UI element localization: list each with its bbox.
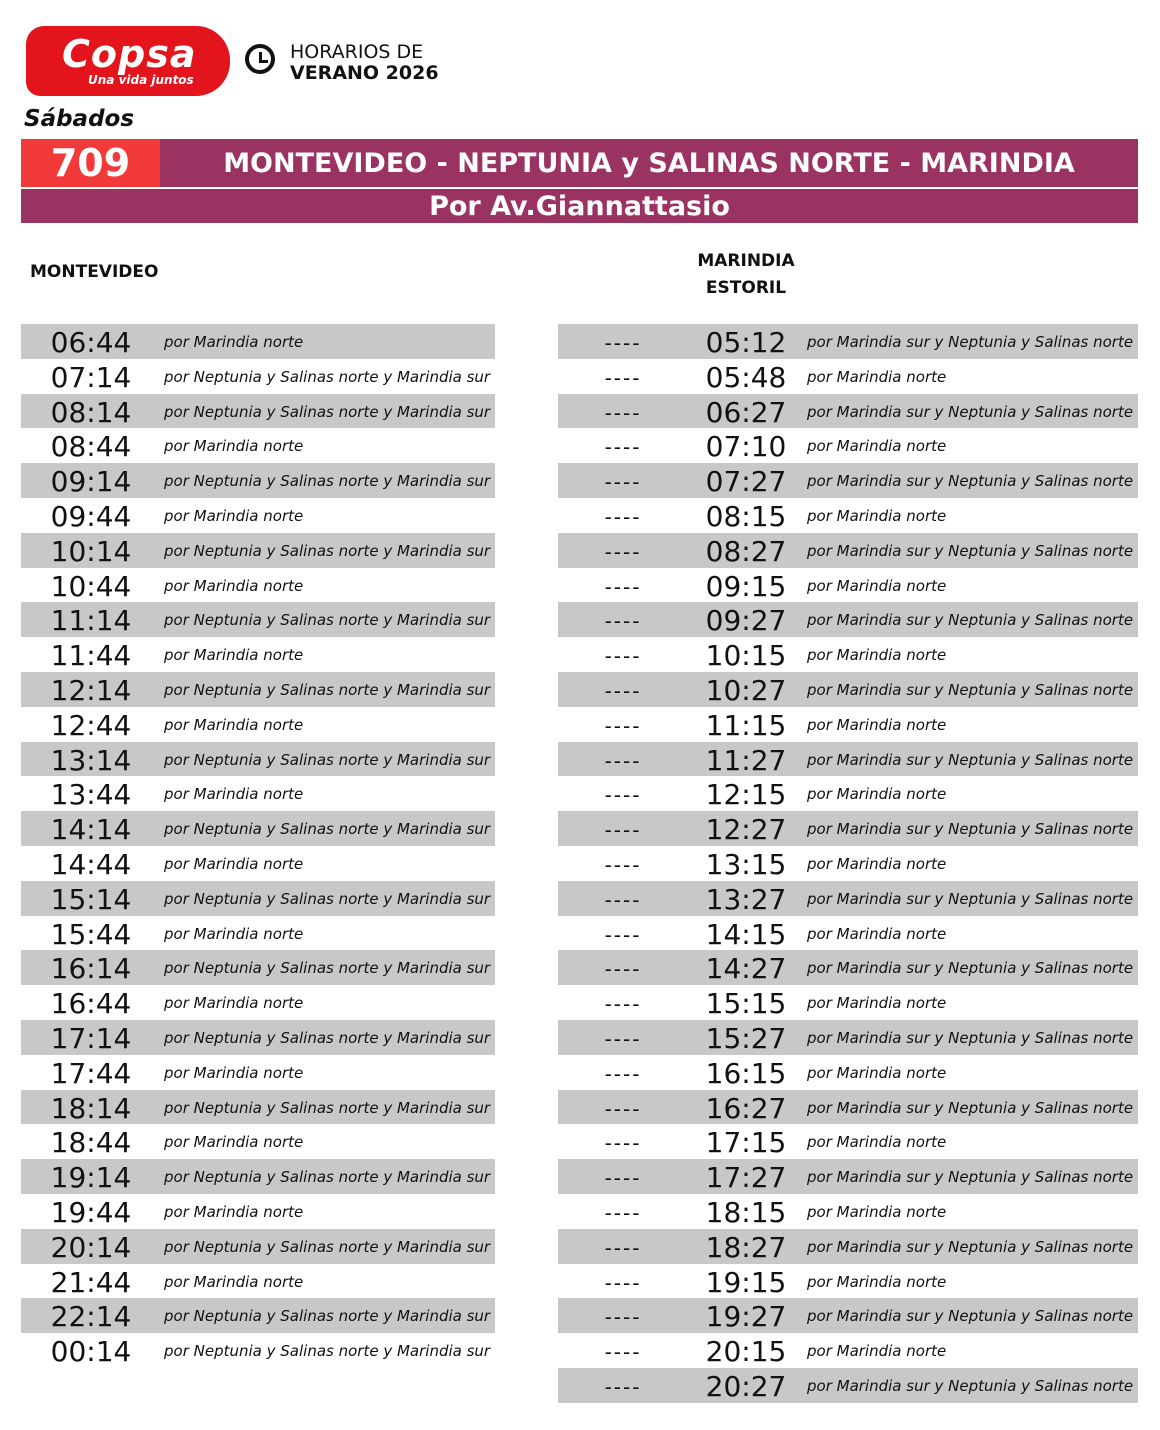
empty-time-placeholder: ----: [604, 1200, 642, 1225]
route-variant: por Marindia norte: [807, 1202, 947, 1221]
departure-time: 16:14: [50, 952, 132, 986]
table-row: [558, 637, 1138, 672]
table-row: [21, 463, 495, 498]
route-banner: [21, 139, 1138, 223]
departure-time: 10:14: [50, 534, 132, 568]
route-variant: por Neptunia y Salinas norte y Marindia sur: [164, 1307, 491, 1326]
route-variant: por Marindia norte: [807, 367, 947, 386]
route-variant: por Marindia norte: [164, 1063, 304, 1082]
route-variant: por Neptunia y Salinas norte y Marindia sur: [164, 367, 491, 386]
table-row: [21, 1020, 495, 1055]
table-row: [558, 463, 1138, 498]
departure-time: 08:14: [50, 395, 132, 429]
empty-time-placeholder: ----: [604, 365, 642, 390]
table-row: [21, 533, 495, 568]
table-row: [21, 602, 495, 637]
table-row: [558, 394, 1138, 429]
table-row: [558, 359, 1138, 394]
table-row: [21, 950, 495, 985]
empty-time-placeholder: ----: [604, 1305, 642, 1330]
route-variant: por Neptunia y Salinas norte y Marindia sur: [164, 472, 491, 491]
table-row: [21, 672, 495, 707]
table-row: [21, 742, 495, 777]
table-row: [558, 324, 1138, 359]
table-row: [21, 707, 495, 742]
route-variant: por Marindia sur y Neptunia y Salinas norte: [807, 820, 1134, 839]
table-row: [21, 637, 495, 672]
table-row: [21, 846, 495, 881]
route-variant: por Marindia norte: [807, 576, 947, 595]
departure-time: 17:14: [50, 1021, 132, 1055]
departure-time: 08:27: [705, 534, 787, 568]
route-variant: por Marindia norte: [164, 715, 304, 734]
route-variant: por Marindia norte: [807, 1272, 947, 1291]
table-row: [558, 1333, 1138, 1368]
table-row: [558, 985, 1138, 1020]
table-row: [21, 394, 495, 429]
departure-time: 18:44: [50, 1126, 132, 1160]
route-variant: por Marindia norte: [807, 1133, 947, 1152]
route-variant: por Marindia sur y Neptunia y Salinas norte: [807, 1168, 1134, 1187]
route-variant: por Marindia norte: [164, 1202, 304, 1221]
departure-time: 11:44: [50, 639, 132, 673]
empty-time-placeholder: ----: [604, 783, 642, 808]
season-subtitle: VERANO 2026: [290, 62, 439, 84]
departure-time: 17:15: [705, 1126, 787, 1160]
departure-time: 11:27: [705, 743, 787, 777]
table-row: [21, 1333, 495, 1368]
departure-time: 20:14: [50, 1230, 132, 1264]
route-variant: por Neptunia y Salinas norte y Marindia sur: [164, 889, 491, 908]
table-row: [21, 498, 495, 533]
departure-time: 13:44: [50, 778, 132, 812]
route-variant: por Marindia norte: [807, 715, 947, 734]
route-variant: por Neptunia y Salinas norte y Marindia sur: [164, 611, 491, 630]
departure-time: 12:14: [50, 673, 132, 707]
departure-time: 09:15: [705, 569, 787, 603]
empty-time-placeholder: ----: [604, 609, 642, 634]
empty-time-placeholder: ----: [604, 852, 642, 877]
empty-time-placeholder: ----: [604, 644, 642, 669]
empty-time-placeholder: ----: [604, 1340, 642, 1365]
table-row: [21, 324, 495, 359]
departure-time: 18:15: [705, 1195, 787, 1229]
departure-time: 08:15: [705, 499, 787, 533]
route-variant: por Neptunia y Salinas norte y Marindia sur: [164, 959, 491, 978]
route-number: 709: [21, 139, 160, 187]
table-row: [558, 1159, 1138, 1194]
departure-time: 15:14: [50, 882, 132, 916]
empty-time-placeholder: ----: [604, 922, 642, 947]
departure-time: 07:14: [50, 360, 132, 394]
departure-time: 10:27: [705, 673, 787, 707]
table-row: [558, 1298, 1138, 1333]
table-row: [21, 568, 495, 603]
departure-time: 19:15: [705, 1265, 787, 1299]
empty-time-placeholder: ----: [604, 1374, 642, 1399]
day-label: Sábados: [24, 106, 135, 132]
route-variant: por Marindia norte: [807, 994, 947, 1013]
route-variant: por Marindia sur y Neptunia y Salinas norte: [807, 333, 1134, 351]
route-variant: por Marindia norte: [807, 1063, 947, 1082]
route-variant: por Neptunia y Salinas norte y Marindia sur: [164, 1342, 491, 1361]
route-variant: por Marindia sur y Neptunia y Salinas norte: [807, 1307, 1134, 1326]
marindia-departures-table: [558, 324, 1138, 1403]
departure-time: 06:27: [705, 395, 787, 429]
route-variant: por Neptunia y Salinas norte y Marindia sur: [164, 820, 491, 839]
empty-time-placeholder: ----: [604, 748, 642, 773]
route-variant: por Marindia norte: [807, 785, 947, 804]
departure-time: 13:14: [50, 743, 132, 777]
route-variant: por Marindia sur y Neptunia y Salinas norte: [807, 750, 1134, 769]
departure-time: 19:44: [50, 1195, 132, 1229]
departure-time: 10:15: [705, 639, 787, 673]
table-row: [558, 742, 1138, 777]
route-via: Por Av.Giannattasio: [429, 190, 730, 222]
departure-time: 08:44: [50, 430, 132, 464]
logo-wordmark: Copsa: [62, 32, 197, 76]
table-row: [21, 1298, 495, 1333]
route-variant: por Marindia norte: [164, 437, 304, 456]
route-variant: por Neptunia y Salinas norte y Marindia sur: [164, 1168, 491, 1187]
departure-time: 07:27: [705, 465, 787, 499]
route-name: MONTEVIDEO - NEPTUNIA y SALINAS NORTE - MARINDIA: [223, 147, 1075, 179]
departure-time: 11:15: [705, 708, 787, 742]
table-row: [558, 568, 1138, 603]
route-variant: por Neptunia y Salinas norte y Marindia sur: [164, 1028, 491, 1047]
departure-time: 15:15: [705, 987, 787, 1021]
empty-time-placeholder: ----: [604, 1166, 642, 1191]
departure-time: 14:14: [50, 813, 132, 847]
table-row: [21, 1264, 495, 1299]
route-variant: por Marindia norte: [807, 437, 947, 456]
route-variant: por Marindia norte: [164, 924, 304, 943]
empty-time-placeholder: ----: [604, 713, 642, 738]
route-variant: por Marindia norte: [164, 1272, 304, 1291]
right-header-line2: ESTORIL: [705, 278, 787, 298]
route-variant: por Marindia norte: [164, 854, 304, 873]
route-variant: por Neptunia y Salinas norte y Marindia sur: [164, 1098, 491, 1117]
table-row: [558, 498, 1138, 533]
route-variant: por Marindia norte: [807, 1342, 947, 1361]
route-variant: por Neptunia y Salinas norte y Marindia sur: [164, 1237, 491, 1256]
table-row: [558, 602, 1138, 637]
table-row: [21, 1229, 495, 1264]
table-row: [21, 916, 495, 951]
table-row: [558, 707, 1138, 742]
table-row: [558, 1124, 1138, 1159]
table-row: [21, 1159, 495, 1194]
table-row: [21, 1194, 495, 1229]
route-variant: por Marindia norte: [164, 785, 304, 804]
departure-time: 19:14: [50, 1161, 132, 1195]
departure-time: 17:44: [50, 1056, 132, 1090]
empty-time-placeholder: ----: [604, 818, 642, 843]
departure-time: 14:44: [50, 847, 132, 881]
departure-time: 21:44: [50, 1265, 132, 1299]
route-variant: por Marindia norte: [164, 994, 304, 1013]
departure-time: 00:14: [50, 1335, 132, 1369]
season-title: HORARIOS DE: [290, 41, 424, 63]
departure-time: 12:44: [50, 708, 132, 742]
route-variant: por Neptunia y Salinas norte y Marindia sur: [164, 402, 491, 421]
right-header-line1: MARINDIA: [697, 251, 795, 271]
departure-time: 13:15: [705, 847, 787, 881]
table-row: [21, 811, 495, 846]
table-row: [558, 1229, 1138, 1264]
route-variant: por Marindia sur y Neptunia y Salinas norte: [807, 959, 1134, 978]
empty-time-placeholder: ----: [604, 539, 642, 564]
table-row: [21, 359, 495, 394]
route-variant: por Marindia sur y Neptunia y Salinas norte: [807, 1376, 1134, 1395]
departure-time: 05:12: [705, 326, 787, 359]
clock-icon: [245, 44, 275, 74]
table-row: [558, 916, 1138, 951]
empty-time-placeholder: ----: [604, 331, 642, 355]
empty-time-placeholder: ----: [604, 574, 642, 599]
copsa-logo: [26, 26, 230, 96]
departure-time: 09:44: [50, 499, 132, 533]
table-row: [558, 1020, 1138, 1055]
table-row: [558, 1264, 1138, 1299]
empty-time-placeholder: ----: [604, 1096, 642, 1121]
route-variant: por Marindia sur y Neptunia y Salinas norte: [807, 889, 1134, 908]
route-variant: por Marindia norte: [164, 576, 304, 595]
empty-time-placeholder: ----: [604, 678, 642, 703]
route-variant: por Marindia sur y Neptunia y Salinas norte: [807, 402, 1134, 421]
departure-time: 13:27: [705, 882, 787, 916]
empty-time-placeholder: ----: [604, 400, 642, 425]
departure-time: 18:27: [705, 1230, 787, 1264]
route-variant: por Marindia sur y Neptunia y Salinas norte: [807, 611, 1134, 630]
departure-time: 18:14: [50, 1091, 132, 1125]
empty-time-placeholder: ----: [604, 470, 642, 495]
montevideo-departures-table: [21, 324, 495, 1368]
departure-time: 20:15: [705, 1335, 787, 1369]
table-row: [558, 672, 1138, 707]
route-variant: por Marindia norte: [807, 646, 947, 665]
empty-time-placeholder: ----: [604, 887, 642, 912]
table-row: [558, 846, 1138, 881]
table-row: [558, 1090, 1138, 1125]
empty-time-placeholder: ----: [604, 1061, 642, 1086]
departure-time: 16:27: [705, 1091, 787, 1125]
departure-time: 12:15: [705, 778, 787, 812]
route-variant: por Marindia sur y Neptunia y Salinas norte: [807, 1028, 1134, 1047]
table-row: [558, 533, 1138, 568]
departure-time: 19:27: [705, 1300, 787, 1334]
departure-time: 09:14: [50, 465, 132, 499]
empty-time-placeholder: ----: [604, 435, 642, 460]
departure-time: 22:14: [50, 1300, 132, 1334]
route-variant: por Marindia sur y Neptunia y Salinas norte: [807, 541, 1134, 560]
route-variant: por Marindia norte: [164, 506, 304, 525]
departure-time: 12:27: [705, 813, 787, 847]
empty-time-placeholder: ----: [604, 957, 642, 982]
table-row: [558, 1194, 1138, 1229]
departure-time: 14:15: [705, 917, 787, 951]
route-variant: por Marindia norte: [164, 333, 304, 351]
table-row: [558, 811, 1138, 846]
table-row: [21, 1055, 495, 1090]
route-variant: por Neptunia y Salinas norte y Marindia sur: [164, 541, 491, 560]
table-row: [558, 1055, 1138, 1090]
departure-time: 09:27: [705, 604, 787, 638]
table-row: [21, 776, 495, 811]
table-row: [21, 985, 495, 1020]
departure-time: 16:44: [50, 987, 132, 1021]
table-row: [21, 1124, 495, 1159]
departure-time: 15:44: [50, 917, 132, 951]
table-row: [558, 428, 1138, 463]
table-row: [558, 881, 1138, 916]
route-variant: por Neptunia y Salinas norte y Marindia sur: [164, 680, 491, 699]
route-variant: por Marindia norte: [164, 646, 304, 665]
table-row: [558, 950, 1138, 985]
route-variant: por Marindia norte: [807, 924, 947, 943]
left-column-header: MONTEVIDEO: [30, 262, 159, 282]
empty-time-placeholder: ----: [604, 992, 642, 1017]
departure-time: 07:10: [705, 430, 787, 464]
departure-time: 10:44: [50, 569, 132, 603]
departure-time: 14:27: [705, 952, 787, 986]
departure-time: 06:44: [50, 326, 132, 359]
empty-time-placeholder: ----: [604, 1131, 642, 1156]
logo-tagline: Una vida juntos: [88, 73, 194, 87]
empty-time-placeholder: ----: [604, 504, 642, 529]
empty-time-placeholder: ----: [604, 1270, 642, 1295]
departure-time: 11:14: [50, 604, 132, 638]
right-column-header: [686, 248, 806, 302]
departure-time: 16:15: [705, 1056, 787, 1090]
route-variant: por Marindia sur y Neptunia y Salinas norte: [807, 1237, 1134, 1256]
empty-time-placeholder: ----: [604, 1026, 642, 1051]
route-variant: por Marindia norte: [807, 506, 947, 525]
departure-time: 20:27: [705, 1369, 787, 1403]
departure-time: 17:27: [705, 1161, 787, 1195]
route-variant: por Marindia sur y Neptunia y Salinas norte: [807, 680, 1134, 699]
table-row: [21, 881, 495, 916]
table-row: [558, 1368, 1138, 1403]
departure-time: 15:27: [705, 1021, 787, 1055]
departure-time: 05:48: [705, 360, 787, 394]
route-variant: por Marindia norte: [807, 854, 947, 873]
empty-time-placeholder: ----: [604, 1235, 642, 1260]
route-variant: por Neptunia y Salinas norte y Marindia sur: [164, 750, 491, 769]
table-row: [21, 1090, 495, 1125]
table-row: [21, 428, 495, 463]
route-variant: por Marindia norte: [164, 1133, 304, 1152]
table-row: [558, 776, 1138, 811]
route-variant: por Marindia sur y Neptunia y Salinas norte: [807, 1098, 1134, 1117]
route-variant: por Marindia sur y Neptunia y Salinas norte: [807, 472, 1134, 491]
